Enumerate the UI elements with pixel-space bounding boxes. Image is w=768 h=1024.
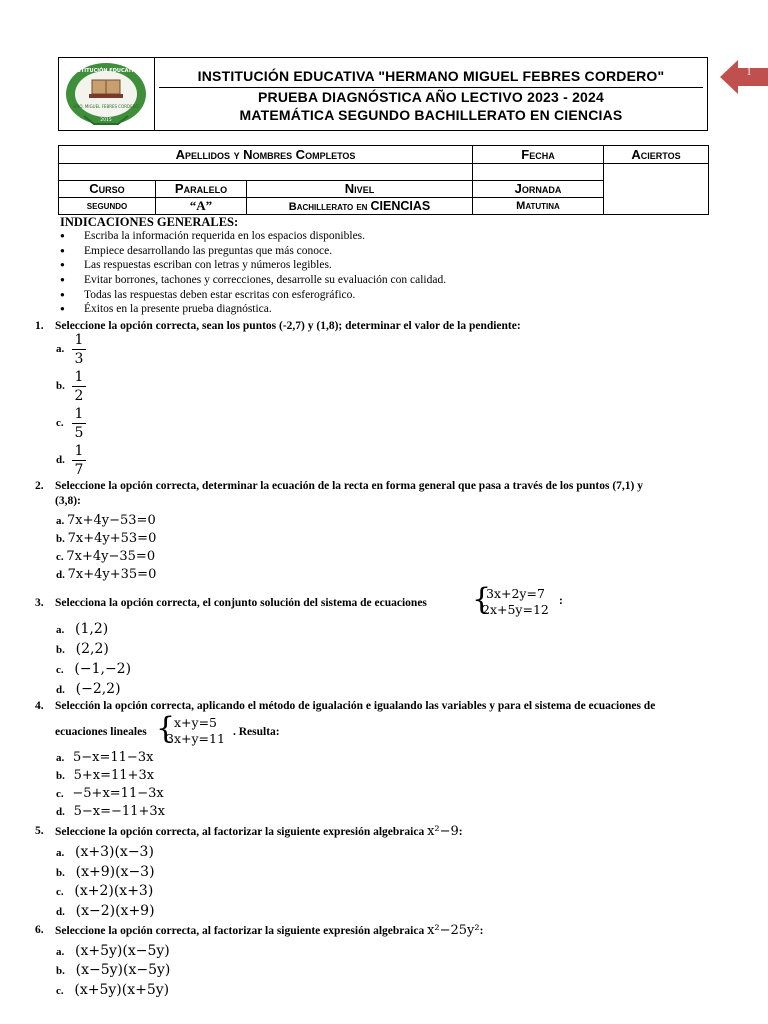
q3-option-b[interactable]: b. (2,2) [56,641,109,657]
q4-option-c[interactable]: c. −5+x=11−3x [56,786,164,801]
q1-option-b-fraction[interactable]: 1 2 [72,369,86,404]
q2-option-c[interactable]: c. 7x+4y−35=0 [56,549,156,564]
q1-option-c-letter[interactable]: c. [56,417,64,429]
q4-system: x+y=5 3x+y=11 [166,715,225,746]
student-info-table [58,145,709,215]
q3-option-a[interactable]: a. (1,2) [56,621,109,637]
q1-option-c-fraction[interactable]: 1 5 [72,406,86,441]
date-label: Fecha [473,146,604,164]
indication-item: ● Empiece desarrollando las preguntas que más conoce. [60,244,446,259]
header-divider [159,87,703,88]
q3-suffix: : [559,595,563,607]
level-value: Bachillerato en CIENCIAS [247,198,473,215]
header-lines [155,58,707,130]
q5-option-a[interactable]: a. (x+3)(x−3) [56,844,154,860]
hits-field[interactable] [604,164,709,215]
logo-cell [59,58,155,130]
q5-option-b[interactable]: b. (x+9)(x−3) [56,864,155,880]
q1-option-d-fraction[interactable]: 1 7 [72,443,86,478]
subject-title: MATEMÁTICA SEGUNDO BACHILLERATO EN CIENCIAS [239,107,623,123]
q3-option-d[interactable]: d. (−2,2) [56,681,121,697]
question-6: 6. Seleccione la opción correcta, al factorizar la siguiente expresión algebraica x²−25y²: [35,923,484,938]
q4-option-b[interactable]: b. 5+x=11+3x [56,768,155,783]
q1-option-d-letter[interactable]: d. [56,454,65,466]
q6-option-a[interactable]: a. (x+5y)(x−5y) [56,943,170,959]
q4-suffix: . Resulta: [233,726,280,738]
page-number: 1 [746,67,752,78]
q1-option-a-letter[interactable]: a. [56,343,65,355]
indications-title: INDICACIONES GENERALES: [60,215,239,229]
q4-option-d[interactable]: d. 5−x=−11+3x [56,804,165,819]
course-label: Curso [59,181,156,198]
q4-system-brace: { [156,711,176,746]
q5-option-d[interactable]: d. (x−2)(x+9) [56,903,155,919]
question-3: 3. Selecciona la opción correcta, el conjunto solución del sistema de ecuaciones [35,597,427,609]
indication-item: ● Evitar borrones, tachones y correcciones, desarrolle su evaluación con calidad. [60,273,446,288]
date-field[interactable] [473,164,604,181]
q4-option-a[interactable]: a. 5−x=11−3x [56,750,154,765]
exam-title: PRUEBA DIAGNÓSTICA AÑO LECTIVO 2023 - 2024 [257,89,605,105]
q3-option-c[interactable]: c. (−1,−2) [56,661,132,677]
course-value: segundo [59,198,156,215]
page-marker-arrow-icon [720,58,768,96]
school-logo [59,58,153,130]
q2-option-a[interactable]: a. 7x+4y−53=0 [56,513,156,528]
q6-option-c[interactable]: c. (x+5y)(x+5y) [56,982,170,998]
q3-system: 3x+2y=7 2x+5y=12 [482,586,549,617]
shift-label: Jornada [473,181,604,198]
svg-text:INSTITUCIÓN EDUCATIVA: INSTITUCIÓN EDUCATIVA [71,68,141,74]
q1-option-a-fraction[interactable]: 1 3 [72,332,86,367]
question-2: 2. Seleccione la opción correcta, determinar la ecuación de la recta en forma general que pasa a través de los puntos (7,1) y (3,8): [35,480,644,507]
q6-option-b[interactable]: b. (x−5y)(x−5y) [56,962,171,978]
parallel-value: “A” [156,198,247,215]
indication-item: ● Éxitos en la presente prueba diagnóstica. [60,302,446,317]
names-label: Apellidos y Nombres Completos [59,146,473,164]
q2-option-d[interactable]: d. 7x+4y+35=0 [56,567,157,582]
header-box [58,57,708,131]
q4-text-line2: ecuaciones lineales [55,726,147,738]
shift-value: Matutina [473,198,604,215]
level-label: Nivel [247,181,473,198]
question-5: 5. Seleccione la opción correcta, al factorizar la siguiente expresión algebraica x²−9: [35,824,463,839]
q1-option-b-letter[interactable]: b. [56,380,65,392]
q3-system-brace: { [472,582,492,617]
indication-item: ● Las respuestas escriban con letras y números legibles. [60,258,446,273]
q5-option-c[interactable]: c. (x+2)(x+3) [56,883,154,899]
indications-list [60,229,446,317]
indication-item: ● Todas las respuestas deben estar escritas con esferográfico. [60,288,446,303]
indication-item: ● Escriba la información requerida en los espacios disponibles. [60,229,446,244]
question-1: 1. Seleccione la opción correcta, sean los puntos (-2,7) y (1,8); determinar el valor de la pendiente: [35,320,521,332]
q2-option-b[interactable]: b. 7x+4y+53=0 [56,531,157,546]
parallel-label: Paralelo [156,181,247,198]
names-field[interactable] [59,164,473,181]
svg-text:2015: 2015 [100,118,112,123]
institution-name: INSTITUCIÓN EDUCATIVA "HERMANO MIGUEL FEBRES CORDERO" [197,68,665,84]
question-4: 4. Selección la opción correcta, aplicando el método de igualación e igualando las variables y para el sistema de ecuaciones de [35,700,656,712]
svg-text:HNO. MIGUEL FEBRES CORDERO: HNO. MIGUEL FEBRES CORDERO [73,104,139,109]
hits-label: Aciertos [604,146,709,164]
